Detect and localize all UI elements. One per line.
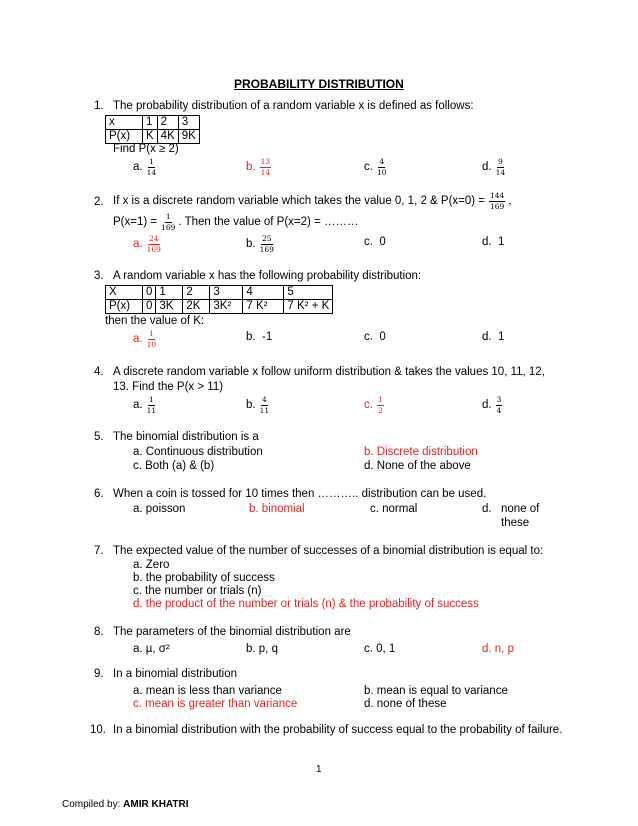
option-letter: d. <box>482 236 492 248</box>
footer-author: AMIR KHATRI <box>123 799 189 810</box>
table-cell: 1 <box>156 286 183 300</box>
option-b: b. Discrete distribution <box>364 446 478 458</box>
numerator: 4 <box>379 157 385 166</box>
denominator: 10 <box>376 167 387 177</box>
table-cell: X <box>106 286 143 300</box>
denominator: 14 <box>260 167 271 177</box>
option-d-text-line2: these <box>501 517 530 529</box>
option-letter: d. <box>482 331 492 343</box>
numerator: 24 <box>148 234 159 243</box>
question-number: 10. <box>90 724 106 736</box>
distribution-table <box>105 285 333 314</box>
option-c: c. the number or trials (n) <box>133 585 262 597</box>
denominator: 2 <box>377 405 383 415</box>
option-b <box>246 158 271 176</box>
option-a <box>133 330 156 348</box>
option-letter: b. <box>246 161 256 174</box>
table-cell: 3 <box>210 286 243 300</box>
table-cell: 4 <box>243 286 284 300</box>
distribution-table <box>105 115 200 144</box>
table-cell: 3 <box>178 116 199 130</box>
question-number: 9. <box>94 668 104 680</box>
option-text: 0 <box>379 331 386 343</box>
numerator: 1 <box>148 395 154 404</box>
fraction <box>377 396 384 414</box>
question-number: 4. <box>94 366 104 378</box>
option-text: 1 <box>497 236 505 248</box>
denominator: 14 <box>146 167 157 177</box>
option-b <box>246 235 274 253</box>
question-text-line2: 13. Find the P(x > 11) <box>113 381 224 393</box>
option-d <box>482 331 504 343</box>
fraction <box>260 235 274 253</box>
option-a: a. poisson <box>133 503 186 515</box>
option-d-text: none of <box>501 503 540 515</box>
question-subtext: Find P(x ≥ 2) <box>113 143 179 155</box>
question-number: 8. <box>94 626 104 638</box>
option-d <box>482 396 502 414</box>
option-letter: a. <box>133 238 143 251</box>
question-text: The parameters of the binomial distribution are <box>113 626 351 638</box>
table-cell: P(x) <box>106 130 143 144</box>
option-letter: a. <box>133 161 143 174</box>
fraction <box>496 396 503 414</box>
option-a: a. Continuous distribution <box>133 446 263 458</box>
option-c: c. mean is greater than variance <box>133 698 298 710</box>
fraction <box>260 396 270 414</box>
question-text: In a binomial distribution with the probability of success equal to the probability of failure. <box>113 724 563 736</box>
option-d: d. n, p <box>482 643 514 655</box>
option-b: b. p, q <box>246 643 278 655</box>
numerator: 1 <box>165 212 171 221</box>
fraction <box>260 158 272 176</box>
question-text: A discrete random variable x follow uniform distribution & takes the values 10, 11, 12, <box>113 366 545 378</box>
option-b: b. the probability of success <box>133 572 275 584</box>
numerator: 3 <box>496 395 502 404</box>
page-title: PROBABILITY DISTRIBUTION <box>234 77 404 91</box>
denominator: 10 <box>146 339 157 349</box>
question-line: If x is a discrete random variable which takes the value 0, 1, 2 & P(x=0) = <box>113 195 486 208</box>
question-text: In a binomial distribution <box>113 668 238 680</box>
table-cell: 2 <box>183 286 210 300</box>
question-text-line2 <box>113 213 358 231</box>
footer-credit <box>62 799 189 810</box>
numerator: 1 <box>377 395 383 404</box>
question-text: A random variable x has the following probability distribution: <box>113 270 422 282</box>
option-letter: b. <box>246 399 256 412</box>
question-number: 5. <box>94 431 104 443</box>
table-cell: K <box>143 130 158 144</box>
option-text: 1 <box>497 331 505 343</box>
option-letter: d. <box>482 161 492 174</box>
numerator: 1 <box>148 157 154 166</box>
denominator: 4 <box>496 405 502 415</box>
table-cell: 3K² <box>210 300 243 314</box>
fraction <box>147 235 161 253</box>
numerator: 9 <box>497 157 503 166</box>
question-line: . Then the value of P(x=2) = ……… <box>178 216 359 229</box>
table-cell: 1 <box>143 116 158 130</box>
numerator: 25 <box>261 234 272 243</box>
option-a <box>133 158 156 176</box>
numerator: 13 <box>260 157 271 166</box>
page-number: 1 <box>316 764 322 775</box>
option-d-letter: d. <box>482 503 492 515</box>
question-text: When a coin is tossed for 10 times then ……….. distribution can be used. <box>113 488 487 500</box>
option-d: d. the product of the number or trials (n) & the probability of success <box>133 598 479 610</box>
option-a <box>133 396 156 414</box>
table-cell: 2K <box>183 300 210 314</box>
numerator: 144 <box>490 191 505 200</box>
question-number: 7. <box>94 545 104 557</box>
table-cell: 7 K² + K <box>284 300 333 314</box>
option-letter: b. <box>246 238 256 251</box>
table-cell: 4K <box>157 130 178 144</box>
option-letter: d. <box>482 399 492 412</box>
option-text: -1 <box>261 331 273 343</box>
question-number: 3. <box>94 270 104 282</box>
table-cell: 0 <box>143 286 156 300</box>
option-a: a. mean is less than variance <box>133 685 282 697</box>
fraction <box>496 158 506 176</box>
fraction <box>147 158 157 176</box>
denominator: 14 <box>495 167 506 177</box>
option-c: c. Both (a) & (b) <box>133 460 215 472</box>
fraction <box>377 158 387 176</box>
table-cell: 3K <box>156 300 183 314</box>
footer-prefix: Compiled by: <box>62 799 124 810</box>
option-a: a. Zero <box>133 559 170 571</box>
option-letter: c. <box>364 399 373 412</box>
option-c <box>364 158 387 176</box>
denominator: 11 <box>259 405 270 415</box>
table-cell: 2 <box>157 116 178 130</box>
table-cell: P(x) <box>106 300 143 314</box>
option-letter: a. <box>133 399 143 412</box>
option-a <box>133 235 161 253</box>
question-subtext: then the value of K: <box>105 315 205 327</box>
question-number: 1. <box>94 100 104 112</box>
question-text: The binomial distribution is a <box>113 431 259 443</box>
fraction <box>161 213 175 231</box>
table-cell: 7 K² <box>243 300 284 314</box>
fraction <box>147 396 157 414</box>
question-text: The probability distribution of a random variable x is defined as follows: <box>113 100 474 112</box>
option-letter: c. <box>364 161 373 174</box>
option-b <box>246 331 272 343</box>
question-text <box>113 192 512 210</box>
option-letter: c. <box>364 331 373 343</box>
option-d: d. None of the above <box>364 460 471 472</box>
denominator: 169 <box>161 222 176 232</box>
denominator: 169 <box>490 201 505 211</box>
table-cell: 0 <box>143 300 156 314</box>
comma: , <box>508 195 512 208</box>
table-cell: x <box>106 116 143 130</box>
option-c: c. normal <box>370 503 418 515</box>
denominator: 11 <box>146 405 157 415</box>
option-c <box>364 331 386 343</box>
question-line: P(x=1) = <box>113 216 158 229</box>
option-b <box>246 396 269 414</box>
question-number: 2. <box>94 196 104 208</box>
option-b: b. mean is equal to variance <box>364 685 508 697</box>
fraction <box>489 192 505 210</box>
fraction <box>147 330 157 348</box>
option-b: b. binomial <box>249 503 305 515</box>
option-d <box>482 236 504 248</box>
table-cell: 9K <box>178 130 199 144</box>
numerator: 4 <box>261 395 267 404</box>
denominator: 169 <box>146 244 161 254</box>
option-letter: a. <box>133 333 143 346</box>
option-a: a. µ, σ² <box>133 643 170 655</box>
option-c <box>364 396 384 414</box>
option-c: c. 0, 1 <box>364 643 396 655</box>
option-c <box>364 236 386 248</box>
option-letter: b. <box>246 331 256 343</box>
question-text: The expected value of the number of successes of a binomial distribution is equal to: <box>113 545 544 557</box>
numerator: 1 <box>148 329 154 338</box>
option-d: d. none of these <box>364 698 447 710</box>
table-cell: 5 <box>284 286 333 300</box>
option-text: 0 <box>379 236 386 248</box>
question-number: 6. <box>94 488 104 500</box>
denominator: 169 <box>259 244 274 254</box>
option-d <box>482 158 505 176</box>
option-letter: c. <box>364 236 373 248</box>
